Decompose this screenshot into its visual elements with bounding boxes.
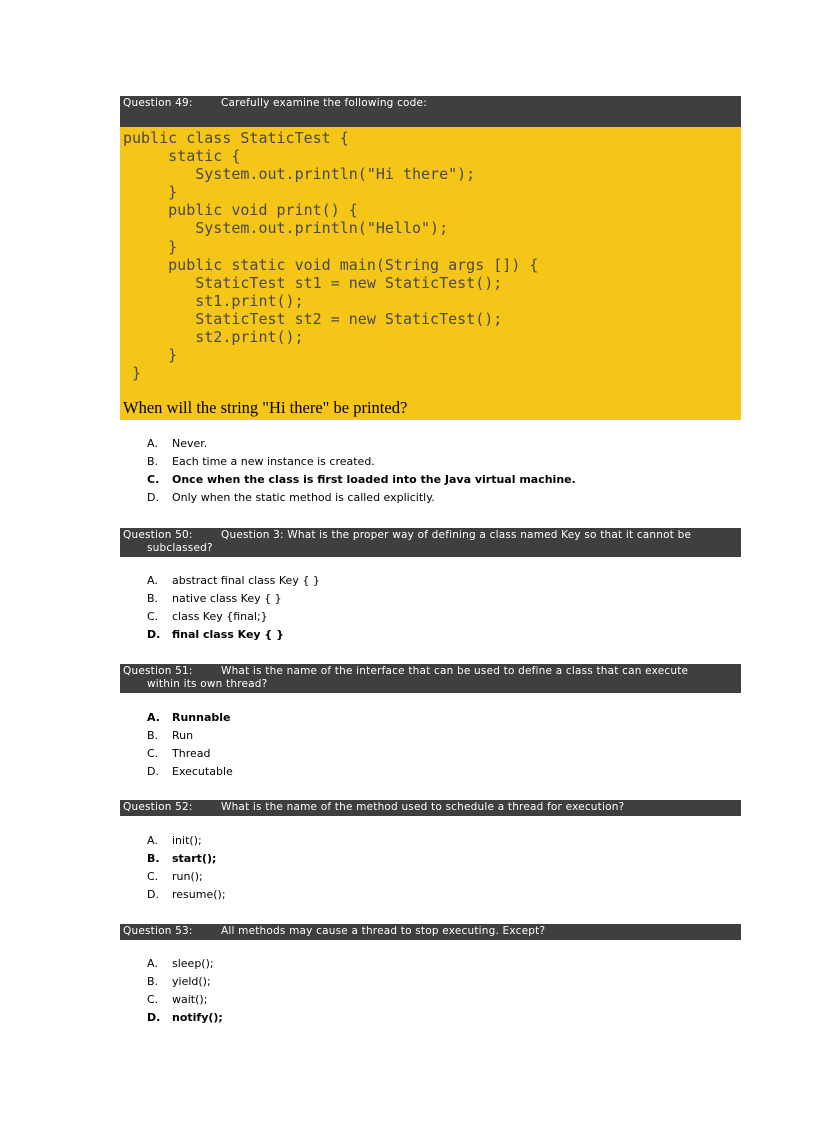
option-d[interactable]: D. resume(); [147, 888, 226, 901]
answer-options-q53 [147, 955, 223, 1027]
answer-options-q51 [147, 709, 233, 781]
option-c[interactable]: C. Thread [147, 747, 211, 760]
answer-options-q49 [147, 435, 576, 507]
answer-options-q50 [147, 572, 320, 644]
question-49-header [120, 96, 741, 127]
option-a[interactable]: A. Never. [147, 437, 208, 450]
option-a-correct[interactable]: A. Runnable [147, 711, 231, 724]
option-d-correct[interactable]: D. final class Key { } [147, 628, 284, 641]
option-d[interactable]: D. Only when the static method is called explicitly. [147, 491, 435, 504]
question-prompt: When will the string "Hi there" be printed? [123, 398, 408, 417]
question-title: Carefully examine the following code: [221, 97, 427, 109]
question-title: Question 3: What is the proper way of defining a class named Key so that it cannot be [221, 529, 692, 541]
option-c[interactable]: C. wait(); [147, 993, 208, 1006]
question-title: All methods may cause a thread to stop executing. Except? [221, 925, 546, 937]
option-c[interactable]: C. run(); [147, 870, 203, 883]
option-b[interactable]: B. yield(); [147, 975, 211, 988]
option-b[interactable]: B. native class Key { } [147, 592, 282, 605]
question-52-header [120, 800, 741, 816]
option-b[interactable]: B. Run [147, 729, 194, 742]
option-d[interactable]: D. Executable [147, 765, 233, 778]
code-listing: public class StaticTest { static { System.out.println("Hi there"); } public void print() { System.out.println("Hello"); } public static void main(String args []) { StaticTest st1 = new StaticTest(); st1.print(); StaticTest st2 = new StaticTest(); st2.print(); } } [123, 129, 539, 383]
option-a[interactable]: A. sleep(); [147, 957, 214, 970]
question-number: Question 49: [123, 97, 193, 109]
code-block [120, 127, 741, 420]
question-number: Question 53: [123, 925, 193, 937]
answer-options-q52 [147, 832, 226, 904]
question-number: Question 52: [123, 801, 193, 813]
question-51-header [120, 664, 741, 693]
option-c-correct[interactable]: C. Once when the class is first loaded into the Java virtual machine. [147, 473, 576, 486]
option-d-correct[interactable]: D. notify(); [147, 1011, 223, 1024]
option-c[interactable]: C. class Key {final;} [147, 610, 268, 623]
option-b[interactable]: B. Each time a new instance is created. [147, 455, 375, 468]
question-number: Question 50: [123, 529, 193, 541]
question-number: Question 51: [123, 665, 193, 677]
option-a[interactable]: A. abstract final class Key { } [147, 574, 320, 587]
question-53-header [120, 924, 741, 940]
option-a[interactable]: A. init(); [147, 834, 202, 847]
question-title-cont: within its own thread? [147, 678, 268, 690]
question-50-header [120, 528, 741, 557]
question-title-cont: subclassed? [147, 542, 213, 554]
question-title: What is the name of the method used to schedule a thread for execution? [221, 801, 625, 813]
question-title: What is the name of the interface that can be used to define a class that can execute [221, 665, 689, 677]
option-b-correct[interactable]: B. start(); [147, 852, 217, 865]
